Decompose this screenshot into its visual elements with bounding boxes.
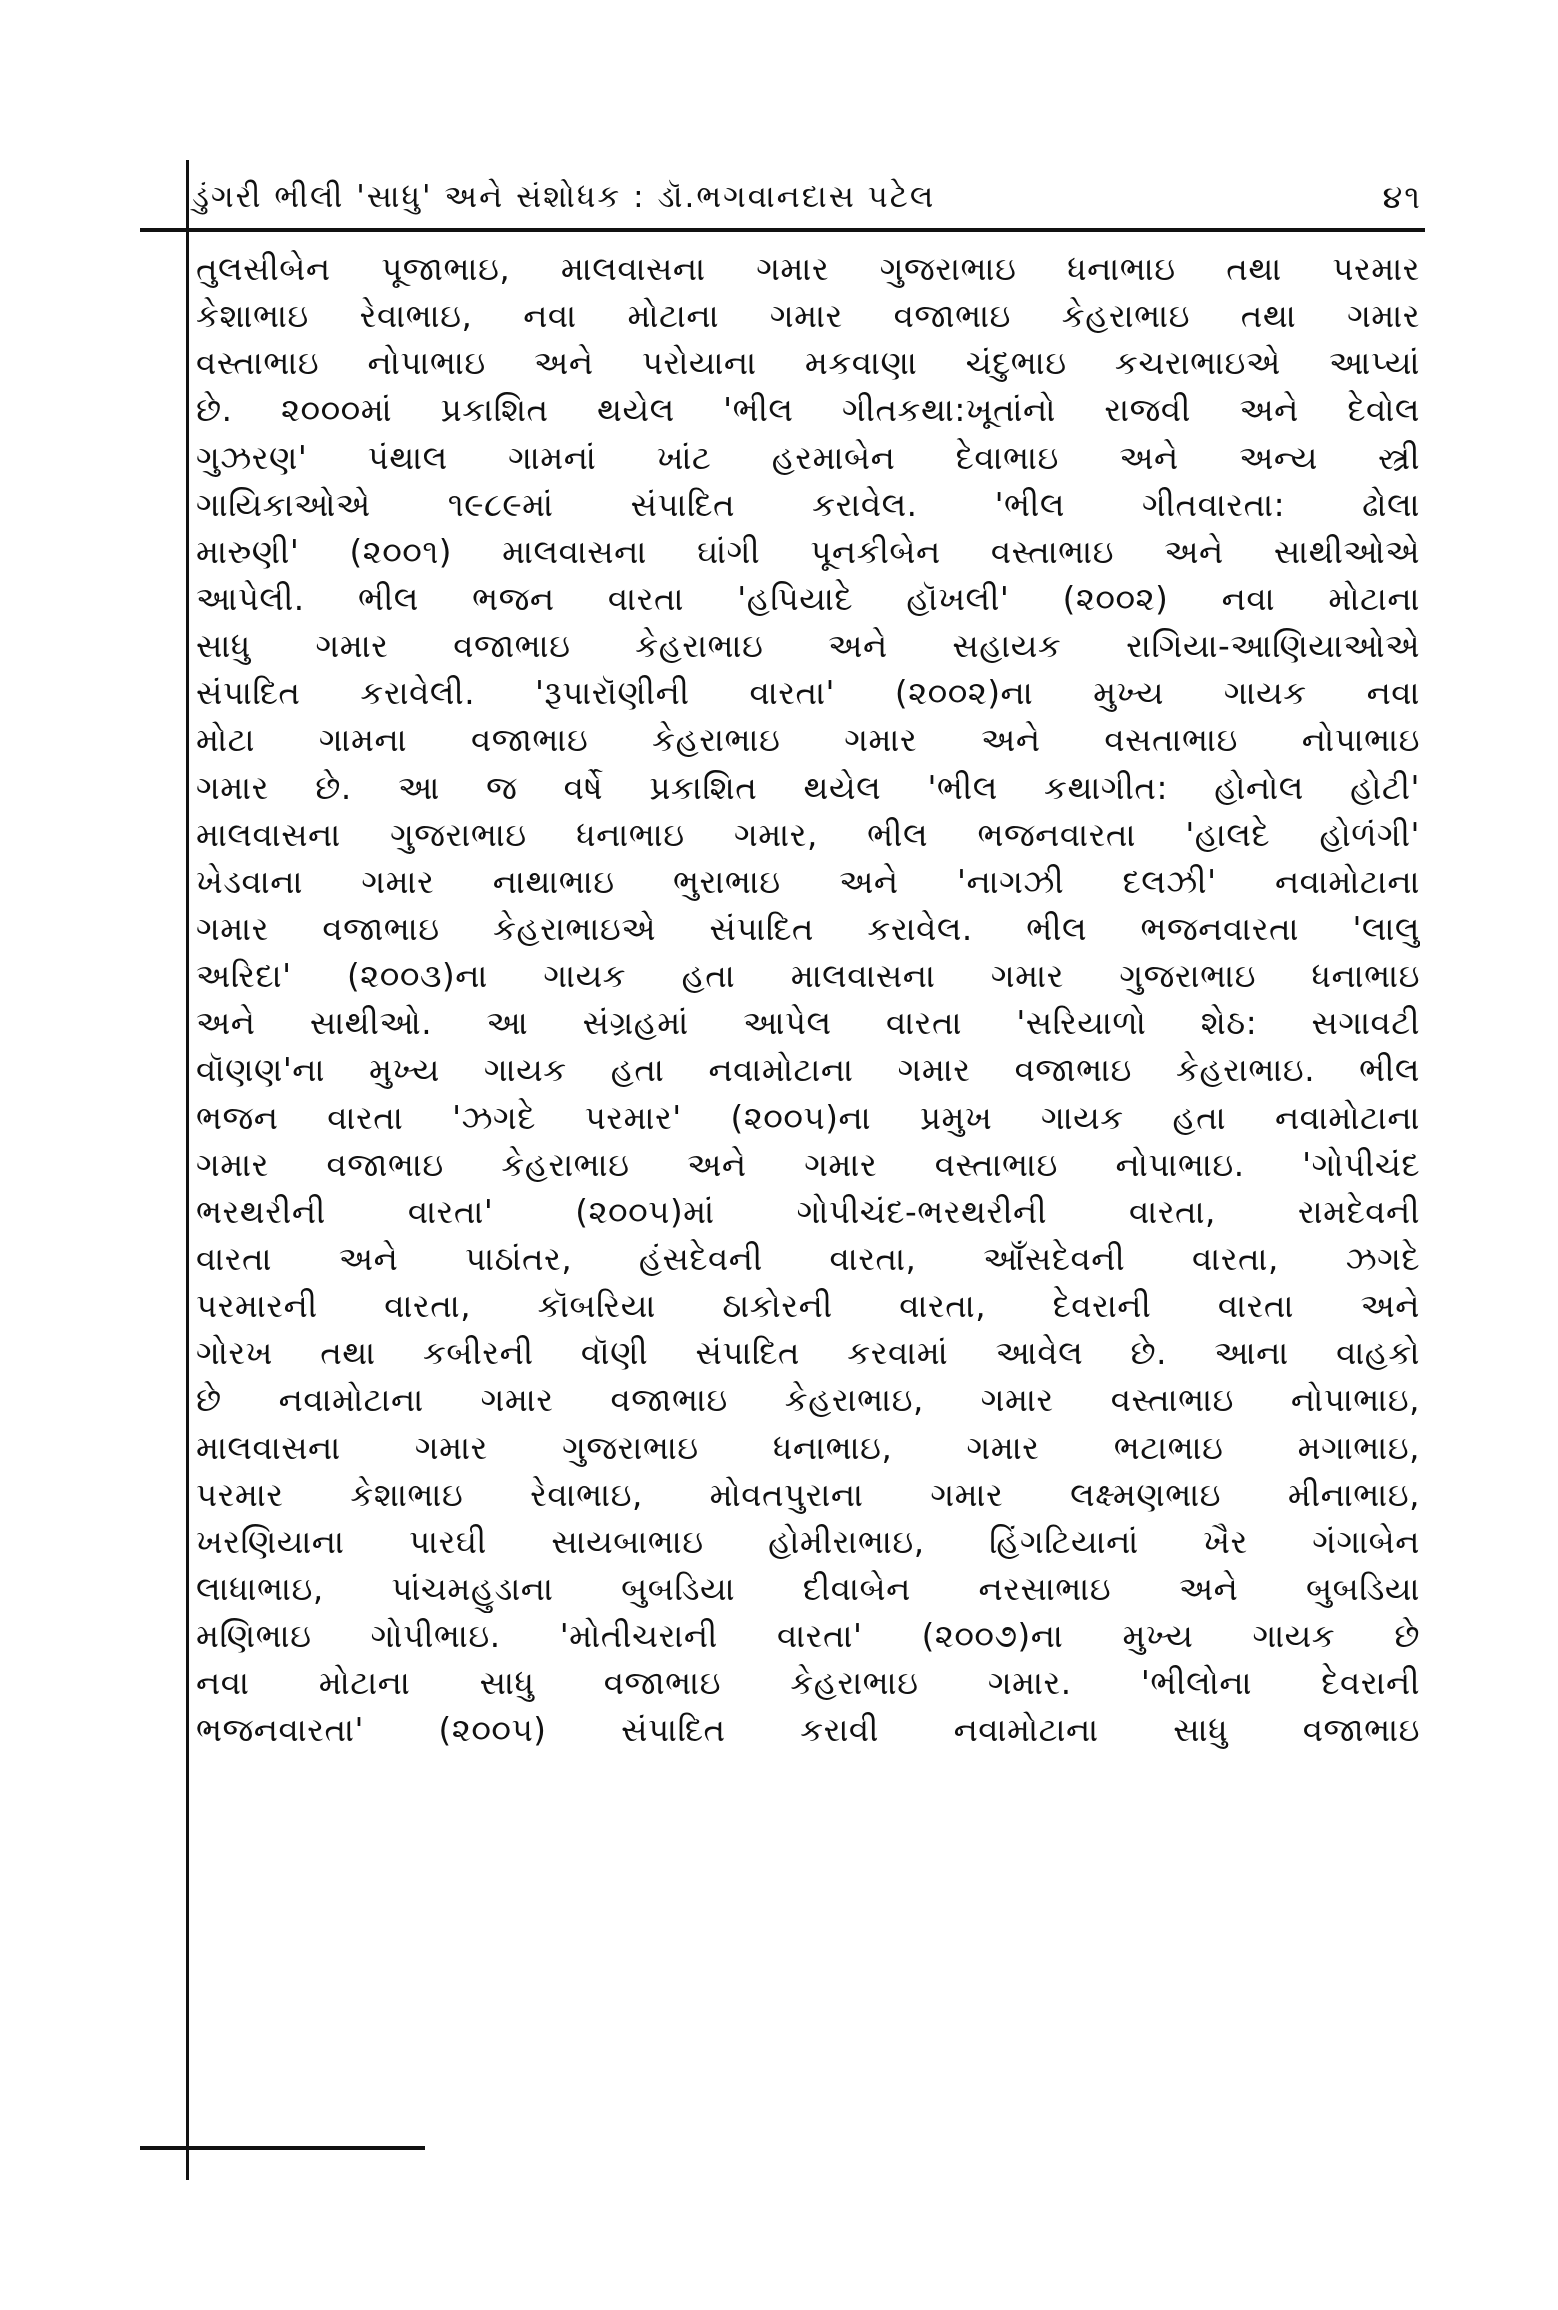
text-line: છે નવામોટાના ગમાર વજાભાઇ કેહરાભાઇ, ગમાર વસ્તાભાઇ નોપાભાઇ, xyxy=(196,1381,1420,1420)
running-header xyxy=(192,172,1422,222)
text-line: વારતા અને પાઠાંતર, હંસદેવની વારતા, આઁસદેવની વારતા, ઝગદે xyxy=(196,1239,1420,1278)
text-line: ગોરખ તથા કબીરની વૉણી સંપાદિત કરવામાં આવેલ છે. આના વાહકો xyxy=(196,1334,1420,1373)
text-line: નવા મોટાના સાધુ વજાભાઇ કેહરાભાઇ ગમાર. 'ભીલોના દેવરાની xyxy=(196,1664,1420,1703)
text-line: તુલસીબેન પૂજાભાઇ, માલવાસના ગમાર ગુજરાભાઇ ધનાભાઇ તથા પરમાર xyxy=(196,250,1420,288)
page-number: ૪૧ xyxy=(1382,177,1422,216)
text-line: પરમાર કેશાભાઇ રેવાભાઇ, મોવતપુરાના ગમાર લક્ષ્મણભાઇ મીનાભાઇ, xyxy=(196,1475,1420,1514)
text-line: ગાયિકાઓએ ૧૯૮૯માં સંપાદિત કરાવેલ. 'ભીલ ગીતવારતા: ઢોલા xyxy=(196,485,1420,524)
text-line: છે. ૨૦૦૦માં પ્રકાશિત થયેલ 'ભીલ ગીતકથા:ખૂતાંનો રાજવી અને દેવોલ xyxy=(196,391,1420,430)
text-line: મણિભાઇ ગોપીભાઇ. 'મોતીચરાની વારતા' (૨૦૦૭)ના મુખ્ય ગાયક છે xyxy=(196,1617,1420,1656)
running-title: ડુંગરી ભીલી 'સાધુ' અને સંશોધક : ડૉ.ભગવાનદાસ પટેલ xyxy=(192,178,936,215)
header-rule xyxy=(140,228,1425,232)
body-text xyxy=(196,246,1420,1755)
text-line: ગમાર વજાભાઇ કેહરાભાઇએ સંપાદિત કરાવેલ. ભીલ ભજનવારતા 'લાલુ xyxy=(196,909,1420,948)
text-line: ગમાર છે. આ જ વર્ષે પ્રકાશિત થયેલ 'ભીલ કથાગીત: હોનોલ હોટી' xyxy=(196,768,1420,807)
text-line: આપેલી. ભીલ ભજન વારતા 'હપિયાદે હૉખલી' (૨૦૦૨) નવા મોટાના xyxy=(196,579,1420,618)
text-line: ગમાર વજાભાઇ કેહરાભાઇ અને ગમાર વસ્તાભાઇ નોપાભાઇ. 'ગોપીચંદ xyxy=(196,1145,1420,1184)
text-line: લાધાભાઇ, પાંચમહુડાના બુબડિયા દીવાબેન નરસાભાઇ અને બુબડિયા xyxy=(196,1569,1420,1608)
text-line: માલવાસના ગુજરાભાઇ ધનાભાઇ ગમાર, ભીલ ભજનવારતા 'હાલદે હોળંગી' xyxy=(196,815,1420,854)
text-line: મારુણી' (૨૦૦૧) માલવાસના ઘાંગી પૂનકીબેન વસ્તાભાઇ અને સાથીઓએ xyxy=(196,532,1420,571)
text-line: અરિદા' (૨૦૦૩)ના ગાયક હતા માલવાસના ગમાર ગુજરાભાઇ ધનાભાઇ xyxy=(196,957,1420,996)
left-margin-rule xyxy=(186,160,189,2180)
text-line: સાધુ ગમાર વજાભાઇ કેહરાભાઇ અને સહાયક રાગિયા-આણિયાઓએ xyxy=(196,627,1420,666)
text-line: સંપાદિત કરાવેલી. 'રૂપારૉણીની વારતા' (૨૦૦૨)ના મુખ્ય ગાયક નવા xyxy=(196,674,1420,713)
text-line: મોટા ગામના વજાભાઇ કેહરાભાઇ ગમાર અને વસતાભાઇ નોપાભાઇ xyxy=(196,721,1420,760)
text-line: ભજનવારતા' (૨૦૦૫) સંપાદિત કરાવી નવામોટાના સાધુ વજાભાઇ xyxy=(196,1711,1420,1750)
text-line: ગુઝરણ' પંથાલ ગામનાં ખાંટ હરમાબેન દેવાભાઇ અને અન્ય સ્ત્રી xyxy=(196,438,1420,477)
text-line: પરમારની વારતા, કૉબરિયા ઠાકોરની વારતા, દેવરાની વારતા અને xyxy=(196,1287,1420,1326)
text-line: ખેડવાના ગમાર નાથાભાઇ ભુરાભાઇ અને 'નાગઝી દલઝી' નવામોટાના xyxy=(196,862,1420,901)
text-line: વૉણણ'ના મુખ્ય ગાયક હતા નવામોટાના ગમાર વજાભાઇ કેહરાભાઇ. ભીલ xyxy=(196,1051,1420,1090)
text-line: માલવાસના ગમાર ગુજરાભાઇ ધનાભાઇ, ગમાર ભટાભાઇ મગાભાઇ, xyxy=(196,1428,1420,1467)
footer-rule xyxy=(140,2146,425,2150)
text-line: ખરણિયાના પારઘી સાયબાભાઇ હોમીરાભાઇ, હિંગટિયાનાં ખૈર ગંગાબેન xyxy=(196,1522,1420,1561)
text-line: ભજન વારતા 'ઝગદે પરમાર' (૨૦૦૫)ના પ્રમુખ ગાયક હતા નવામોટાના xyxy=(196,1098,1420,1137)
text-line: કેશાભાઇ રેવાભાઇ, નવા મોટાના ગમાર વજાભાઇ કેહરાભાઇ તથા ગમાર xyxy=(196,297,1420,336)
text-line: અને સાથીઓ. આ સંગ્રહમાં આપેલ વારતા 'સરિયાળો શેઠ: સગાવટી xyxy=(196,1004,1420,1043)
text-line: ભરથરીની વારતા' (૨૦૦૫)માં ગોપીચંદ-ભરથરીની વારતા, રામદેવની xyxy=(196,1192,1420,1231)
text-line: વસ્તાભાઇ નોપાભાઇ અને પરોયાના મકવાણા ચંદુભાઇ કચરાભાઇએ આપ્યાં xyxy=(196,344,1420,383)
